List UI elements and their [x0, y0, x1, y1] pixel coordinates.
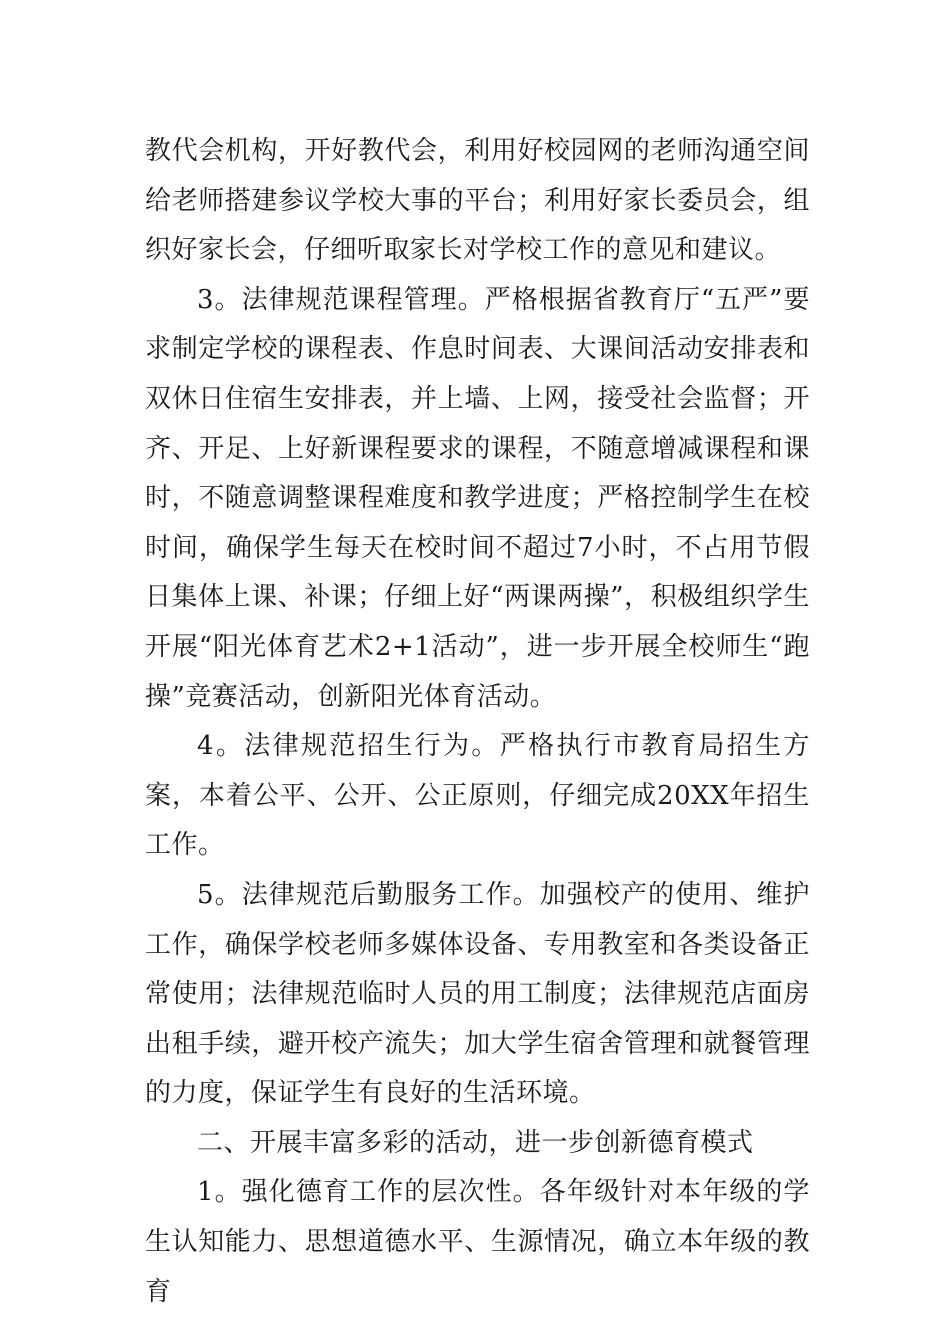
document-body: [145, 127, 810, 1317]
section-heading-activities: 二、开展丰富多彩的活动，进一步创新德育模式: [197, 1127, 754, 1158]
paragraph-enrollment: 4。法律规范招生行为。严格执行市教育局招生方案，本着公平、公开、公正原则，仔细完成20XX年招生工作。: [145, 731, 810, 861]
paragraph-continued: 教代会机构，开好教代会，利用好校园网的老师沟通空间给老师搭建参议学校大事的平台；利用好家长委员会，组织好家长会，仔细听取家长对学校工作的意见和建议。: [145, 136, 810, 266]
paragraph-moral-education: 1。强化德育工作的层次性。各年级针对本年级的学生认知能力、思想道德水平、生源情况，确立本年级的教育: [145, 1177, 810, 1307]
paragraph-logistics: 5。法律规范后勤服务工作。加强校产的使用、维护工作，确保学校老师多媒体设备、专用教室和各类设备正常使用；法律规范临时人员的用工制度；法律规范店面房出租手续，避开校产流失；加大学生宿舍管理和就餐管理的力度，保证学生有良好的生活环境。: [145, 879, 810, 1109]
paragraph-curriculum-management: 3。法律规范课程管理。严格根据省教育厅“五严”要求制定学校的课程表、作息时间表、大课间活动安排表和双休日住宿生安排表，并上墙、上网，接受社会监督；开齐、开足、上好新课程要求的课程，不随意增减课程和课时，不随意调整课程难度和教学进度；严格控制学生在校时间，确保学生每天在校时间不超过7小时，不占用节假日集体上课、补课；仔细上好“两课两操”，积极组织学生开展“阳光体育艺术2+1活动”，进一步开展全校师生“跑操”竞赛活动，创新阳光体育活动。: [145, 284, 810, 712]
